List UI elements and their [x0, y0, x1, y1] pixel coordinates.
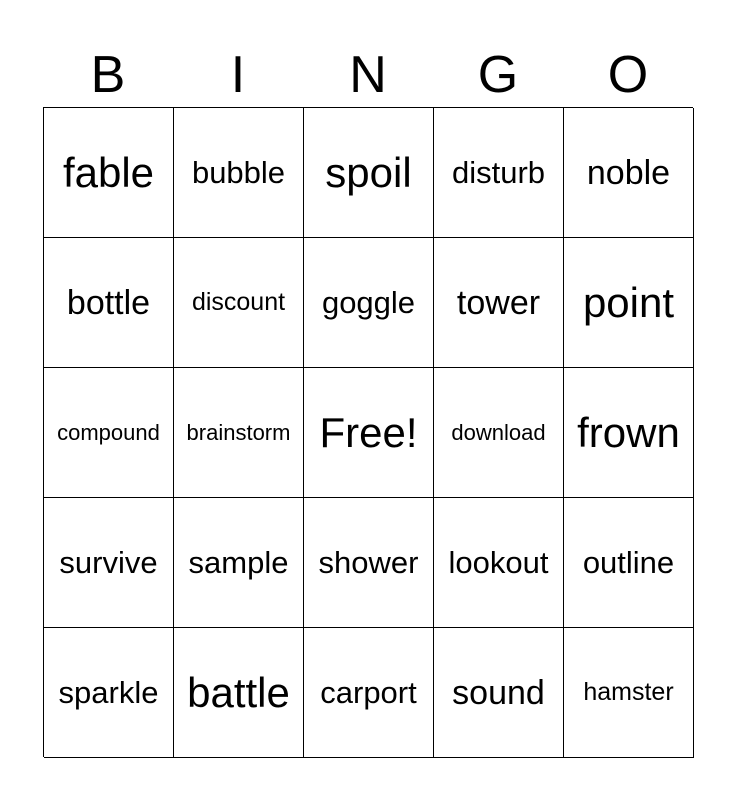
bingo-cell: point	[564, 238, 694, 368]
bingo-cell: carport	[304, 628, 434, 758]
bingo-header	[43, 45, 693, 105]
bingo-cell: sound	[434, 628, 564, 758]
bingo-cell: download	[434, 368, 564, 498]
free-space-cell: Free!	[304, 368, 434, 498]
bingo-cell: sample	[174, 498, 304, 628]
bingo-cell: frown	[564, 368, 694, 498]
bingo-cell: fable	[44, 108, 174, 238]
header-letter-g: G	[477, 46, 519, 104]
bingo-cell: tower	[434, 238, 564, 368]
bingo-cell: hamster	[564, 628, 694, 758]
header-letter-n: N	[349, 46, 387, 104]
header-letter-i: I	[230, 46, 246, 104]
bingo-cell: survive	[44, 498, 174, 628]
bingo-cell: discount	[174, 238, 304, 368]
bingo-cell: compound	[44, 368, 174, 498]
header-letter-o: O	[607, 46, 649, 104]
bingo-cell: sparkle	[44, 628, 174, 758]
bingo-cell: bubble	[174, 108, 304, 238]
bingo-cell: outline	[564, 498, 694, 628]
bingo-cell: disturb	[434, 108, 564, 238]
bingo-cell: battle	[174, 628, 304, 758]
header-letter-b: B	[90, 46, 126, 104]
bingo-cell: goggle	[304, 238, 434, 368]
bingo-cell: noble	[564, 108, 694, 238]
bingo-cell: lookout	[434, 498, 564, 628]
bingo-cell: shower	[304, 498, 434, 628]
bingo-cell: bottle	[44, 238, 174, 368]
bingo-board	[43, 107, 693, 757]
bingo-cell: spoil	[304, 108, 434, 238]
bingo-cell: brainstorm	[174, 368, 304, 498]
